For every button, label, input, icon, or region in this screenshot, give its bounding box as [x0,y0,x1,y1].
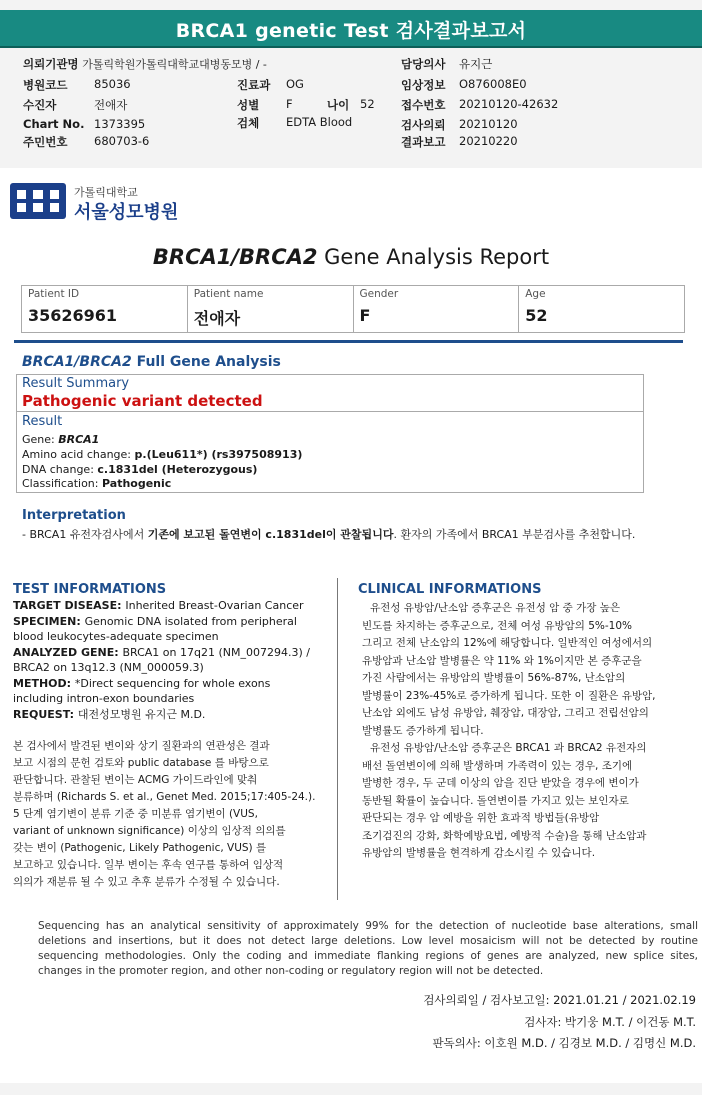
analysis-heading [22,354,281,370]
clinical-info-heading: CLINICAL INFORMATIONS [358,582,542,597]
header-label: 진료과 [237,78,271,92]
result-box [16,374,644,493]
clinical-line: 유방암과 난소암 발병률은 약 11% 와 1%이지만 본 증후군을 [362,654,642,667]
method: METHOD: *Direct sequencing for whole exons [13,676,271,690]
patient-id-label: Patient ID [28,288,80,300]
header-label: 담당의사 [401,57,446,71]
analyzed-gene-cont: BRCA2 on 13q12.3 (NM_000059.3) [13,661,204,674]
header-label: 결과보고 [401,135,446,149]
para-line: variant of unknown significance) 이상의 임상적 의의를 [13,825,286,837]
header-label: 접수번호 [401,98,446,112]
header-row-requester [23,56,267,72]
header-value: 20210220 [459,134,518,148]
result-amino-acid: Amino acid change: p.(Leu611*) (rs397508913) [22,448,303,461]
patient-age-value: 52 [525,306,548,325]
header-row-patient [23,97,56,113]
signature-testers: 검사자: 박기웅 M.T. / 이건동 M.T. [524,1015,696,1029]
analysis-heading-rest: Full Gene Analysis [131,354,281,370]
disclaimer-text: Sequencing has an analytical sensitivity of approximately 99% for the detection of nucleotide base alterations, small deletions and insertions, but it does not detect large deletions. Low level mosaicism will not be detected by routine sequencing methodologies. Only the coding and immediate flanking regions of genes are analyzed, new splice sites, changes in the promoter region, and other non-coding or regulatory region will not be detected. [38,920,698,977]
clinical-line: 유전성 유방암/난소암 증후군은 BRCA1 과 BRCA2 유전자의 [370,742,647,754]
clinical-line: 빈도를 차지하는 증후군으로, 전체 여성 유방암의 5%-10% [362,619,633,632]
header-row-specimen [237,115,259,131]
header-row-receipt [401,97,445,113]
header-label: 주민번호 [23,135,68,149]
patient-table [21,285,685,333]
header-value: O876008E0 [459,77,527,91]
patient-gender-value: F [359,306,371,325]
method-cont: including intron-exon boundaries [13,692,195,705]
interpretation-text: - BRCA1 유전자검사에서 기존에 보고된 돌연변이 c.1831del이 관찰됩니다. 환자의 가족에서 BRCA1 부분검사를 추천합니다. [22,528,636,541]
clinical-line: 유방암의 발병률을 현격하게 감소시킬 수 있습니다. [362,847,596,859]
header-value: 1373395 [94,117,146,131]
report-title-rest: Gene Analysis Report [317,245,550,269]
header-value: 52 [360,97,375,111]
clinical-line: 배선 돌연변이에 의해 발생하며 가족력이 있는 경우, 조기에 [362,759,633,772]
report-title [0,245,702,269]
report-title-gene2: BRCA2 [239,245,318,269]
request: REQUEST: 대전성모병원 유지근 M.D. [13,707,206,721]
para-line: 보고하고 있습니다. 일부 변이는 후속 연구를 통하여 임상적 [13,859,284,871]
header-row-sex [237,97,259,113]
header-label: 병원코드 [23,78,68,92]
clinical-line: 유전성 유방암/난소암 증후군은 유전성 암 중 가장 높은 [370,602,621,614]
specimen-cont: blood leukocytes-adequate specimen [13,630,219,643]
interpretation-heading: Interpretation [22,508,126,523]
header-value: 20210120-42632 [459,97,559,111]
result-summary-label: Result Summary [22,376,130,391]
target-disease: TARGET DISEASE: Inherited Breast-Ovarian Cancer [13,599,304,612]
title-bar [0,10,702,48]
header-label: 의뢰기관명 [23,57,79,71]
clinical-line: 난소암 외에도 남성 유방암, 췌장암, 대장암, 그리고 전립선암의 [362,707,649,719]
column-divider [337,578,338,900]
specimen: SPECIMEN: Genomic DNA isolated from peripheral [13,614,297,628]
test-info-heading: TEST INFORMATIONS [13,582,167,597]
result-gene: Gene: BRCA1 [22,433,100,446]
header-label: Chart No. [23,117,85,131]
clinical-line: 발병한 경우, 두 군데 이상의 암을 진단 받았을 경우에 변이가 [362,777,639,789]
report-title-gene1: BRCA1 [152,245,232,269]
header-label: 검사의뢰 [401,118,446,132]
result-classification: Classification: Pathogenic [22,477,172,490]
clinical-line: 가진 사람에서는 유방암의 발병률이 56%-87%, 난소암의 [362,672,626,684]
header-value: EDTA Blood [286,115,353,129]
para-line: 의의가 재분류 될 수 있고 추후 분류가 수정될 수 있습니다. [13,876,280,888]
patient-age-label: Age [525,288,546,300]
para-line: 갖는 변이 (Pathogenic, Likely Pathogenic, VUS) 를 [13,842,267,854]
header-row-department [237,77,270,93]
header-value: 85036 [94,77,131,91]
patient-id-value: 35626961 [28,306,118,325]
clinical-info-block [362,600,687,863]
para-line: 보고 시점의 문헌 검토와 public database 를 바탕으로 [13,757,269,769]
header-row-request-date [401,117,445,133]
report-title-sep: / [231,245,240,269]
clinical-line: 조기검진의 강화, 화학예방요법, 예방적 수술)을 통해 난소암과 [362,829,647,842]
header-row-doctor [401,56,445,72]
header-value: 가톨릭학원가톨릭대학교대병동모병 / - [82,58,267,71]
hospital-name: 서울성모병원 [74,202,179,223]
hospital-logo-icon [10,183,66,219]
header-value: 680703-6 [94,134,150,148]
signature-doctors: 판독의사: 이호원 M.D. / 김경보 M.D. / 김명신 M.D. [432,1036,696,1050]
clinical-line: 동반될 확률이 높습니다. 돌연변이를 가지고 있는 보인자로 [362,794,629,807]
signature-dates: 검사의뢰일 / 검사보고일: 2021.01.21 / 2021.02.19 [423,993,696,1007]
patient-name-label: Patient name [193,288,264,300]
header-label: 수진자 [23,98,57,112]
patient-name-value: 전애자 [193,309,241,328]
report-sheet [0,168,702,1083]
hospital-university-name: 가톨릭대학교 [74,186,138,199]
para-line: 판단합니다. 관찰된 변이는 ACMG 가이드라인에 맞춰 [13,774,258,786]
header-label: 성별 [237,98,260,112]
header-value: 전애자 [94,98,128,112]
patient-gender-label: Gender [359,288,399,300]
analyzed-gene: ANALYZED GENE: BRCA1 on 17q21 (NM_007294.3) / [13,645,310,659]
result-details [17,412,643,492]
result-summary [17,375,643,412]
header-row-report-date [401,134,445,150]
header-label: 검체 [237,116,260,130]
result-summary-value: Pathogenic variant detected [22,392,263,410]
para-line: 분류하며 (Richards S. et al., Genet Med. 2015;17:405-24.). [13,791,316,803]
header-row-clinical [401,77,445,93]
result-dna-change: DNA change: c.1831del (Heterozygous) [22,463,258,476]
header-value: OG [286,77,304,91]
header-row-id [23,134,67,150]
clinical-line: 발병률이 23%-45%로 증가하게 됩니다. 또한 이 질환은 유방암, [362,689,656,702]
clinical-line: 발병률도 증가하게 됩니다. [362,724,484,737]
patient-age-cell [519,286,684,332]
clinical-line: 판단되는 경우 암 예방을 위한 효과적 방법들(유방암 [362,812,600,824]
header-value: 20210120 [459,117,518,131]
patient-gender-cell [354,286,520,332]
para-line: 본 검사에서 발견된 변이와 상기 질환과의 연관성은 결과 [13,740,270,752]
header-label: 임상정보 [401,78,446,92]
result-label: Result [22,414,63,429]
test-info-paragraph [13,738,325,891]
header-row-chart [23,117,84,131]
section-divider [14,340,683,343]
analysis-heading-gene: BRCA1/BRCA2 [22,354,132,370]
para-line: 5 단계 염기변이 분류 기준 중 미분류 염기변이 (VUS, [13,808,258,820]
header-value: F [286,97,293,111]
patient-id-cell [22,286,188,332]
header-row-age [327,97,349,113]
report-main-title: BRCA1 genetic Test 검사결과보고서 [175,20,527,42]
patient-name-cell [188,286,354,332]
header-row-hospital-code [23,77,67,93]
header-label: 나이 [327,98,350,112]
test-info-block [13,598,325,722]
header-value: 유지근 [459,57,493,71]
clinical-line: 그리고 전체 난소암의 12%에 해당합니다. 일반적인 여성에서의 [362,637,653,649]
